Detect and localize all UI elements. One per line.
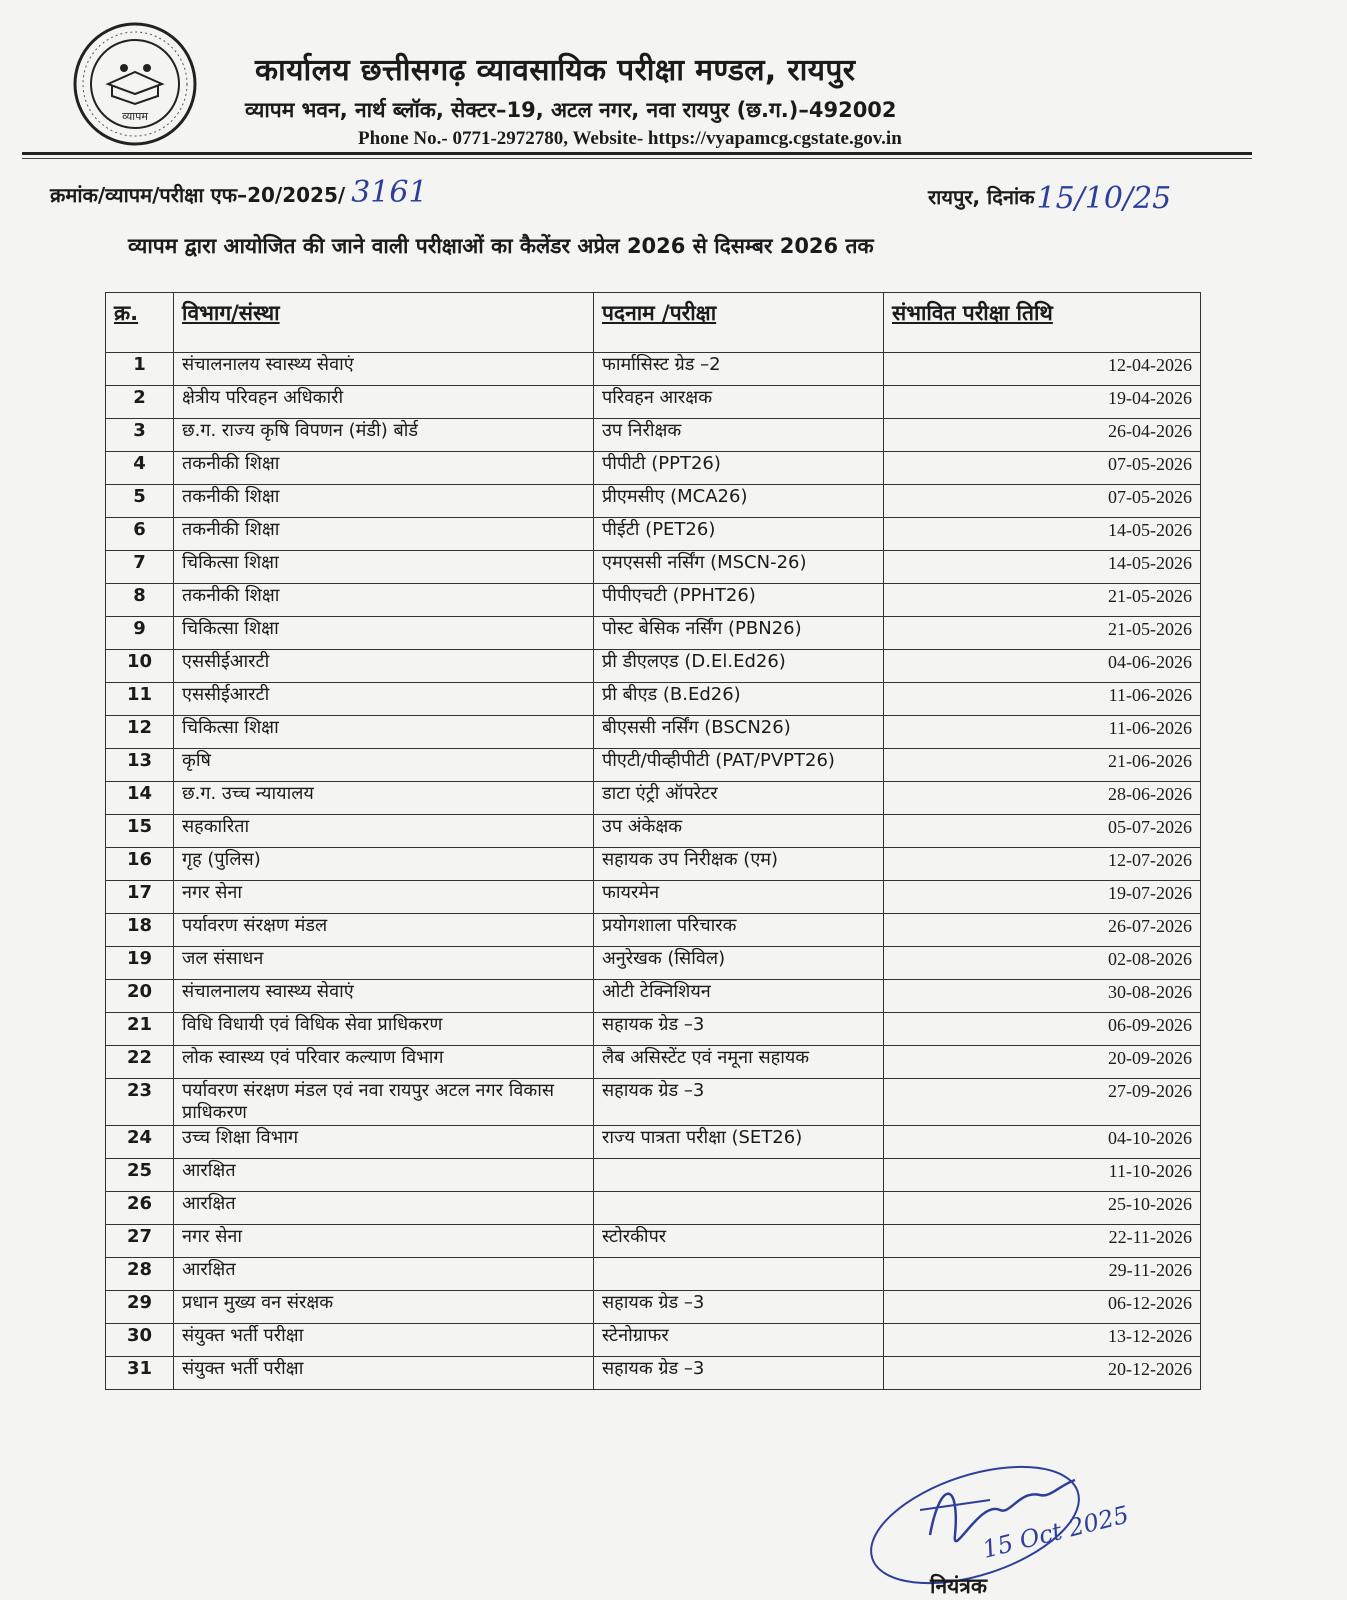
table-row — [106, 1291, 1201, 1324]
row-post: स्टोरकीपर — [594, 1225, 884, 1258]
table-row — [106, 485, 1201, 518]
row-serial: 27 — [106, 1225, 174, 1258]
row-exam-date: 14-05-2026 — [884, 551, 1201, 584]
row-serial: 23 — [106, 1079, 174, 1126]
header-divider-thin — [22, 158, 1252, 159]
row-serial: 16 — [106, 848, 174, 881]
row-department: तकनीकी शिक्षा — [174, 452, 594, 485]
row-department: नगर सेना — [174, 881, 594, 914]
table-row — [106, 1192, 1201, 1225]
office-address: व्यापम भवन, नार्थ ब्लॉक, सेक्टर–19, अटल नगर, नवा रायपुर (छ.ग.)–492002 — [245, 98, 897, 122]
row-department: आरक्षित — [174, 1159, 594, 1192]
table-body — [106, 353, 1201, 1390]
row-post: अनुरेखक (सिविल) — [594, 947, 884, 980]
row-post: बीएससी नर्सिंग (BSCN26) — [594, 716, 884, 749]
row-exam-date: 04-10-2026 — [884, 1126, 1201, 1159]
row-post — [594, 1258, 884, 1291]
row-exam-date: 20-12-2026 — [884, 1357, 1201, 1390]
row-post: परिवहन आरक्षक — [594, 386, 884, 419]
row-post: स्टेनोग्राफर — [594, 1324, 884, 1357]
row-post: पीपीटी (PPT26) — [594, 452, 884, 485]
row-department: विधि विधायी एवं विधिक सेवा प्राधिकरण — [174, 1013, 594, 1046]
row-serial: 21 — [106, 1013, 174, 1046]
row-department: नगर सेना — [174, 1225, 594, 1258]
row-department: तकनीकी शिक्षा — [174, 485, 594, 518]
table-row — [106, 1324, 1201, 1357]
table-row — [106, 716, 1201, 749]
office-title: कार्यालय छत्तीसगढ़ व्यावसायिक परीक्षा मण्डल, रायपुर — [255, 53, 856, 88]
row-serial: 2 — [106, 386, 174, 419]
row-department: चिकित्सा शिक्षा — [174, 617, 594, 650]
row-exam-date: 13-12-2026 — [884, 1324, 1201, 1357]
row-exam-date: 07-05-2026 — [884, 485, 1201, 518]
row-department: सहकारिता — [174, 815, 594, 848]
header-serial: क्र. — [106, 293, 174, 353]
row-post: फायरमेन — [594, 881, 884, 914]
row-serial: 20 — [106, 980, 174, 1013]
row-post: फार्मासिस्ट ग्रेड –2 — [594, 353, 884, 386]
row-serial: 4 — [106, 452, 174, 485]
table-row — [106, 1357, 1201, 1390]
row-department: क्षेत्रीय परिवहन अधिकारी — [174, 386, 594, 419]
row-post: लैब असिस्टेंट एवं नमूना सहायक — [594, 1046, 884, 1079]
row-department: छ.ग. राज्य कृषि विपणन (मंडी) बोर्ड — [174, 419, 594, 452]
row-department: जल संसाधन — [174, 947, 594, 980]
row-exam-date: 14-05-2026 — [884, 518, 1201, 551]
row-exam-date: 04-06-2026 — [884, 650, 1201, 683]
row-exam-date: 12-04-2026 — [884, 353, 1201, 386]
row-serial: 5 — [106, 485, 174, 518]
row-serial: 6 — [106, 518, 174, 551]
row-serial: 14 — [106, 782, 174, 815]
table-row — [106, 1159, 1201, 1192]
row-exam-date: 21-05-2026 — [884, 584, 1201, 617]
table-row — [106, 980, 1201, 1013]
row-department: आरक्षित — [174, 1258, 594, 1291]
reference-number — [50, 175, 428, 210]
row-exam-date: 27-09-2026 — [884, 1079, 1201, 1126]
row-serial: 19 — [106, 947, 174, 980]
table-row — [106, 848, 1201, 881]
row-exam-date: 19-04-2026 — [884, 386, 1201, 419]
row-serial: 25 — [106, 1159, 174, 1192]
row-serial: 11 — [106, 683, 174, 716]
table-row — [106, 749, 1201, 782]
row-serial: 29 — [106, 1291, 174, 1324]
row-department: प्रधान मुख्य वन संरक्षक — [174, 1291, 594, 1324]
place-date — [928, 177, 1172, 216]
row-exam-date: 30-08-2026 — [884, 980, 1201, 1013]
row-post: ओटी टेक्निशियन — [594, 980, 884, 1013]
row-exam-date: 06-09-2026 — [884, 1013, 1201, 1046]
row-department: उच्च शिक्षा विभाग — [174, 1126, 594, 1159]
row-post: सहायक ग्रेड –3 — [594, 1291, 884, 1324]
reference-prefix: क्रमांक/व्यापम/परीक्षा एफ–20/2025/ — [50, 183, 346, 207]
row-department: संचालनालय स्वास्थ्य सेवाएं — [174, 980, 594, 1013]
header-date: संभावित परीक्षा तिथि — [884, 293, 1201, 353]
row-serial: 15 — [106, 815, 174, 848]
row-exam-date: 26-04-2026 — [884, 419, 1201, 452]
row-serial: 26 — [106, 1192, 174, 1225]
row-exam-date: 29-11-2026 — [884, 1258, 1201, 1291]
table-row — [106, 782, 1201, 815]
row-post: सहायक ग्रेड –3 — [594, 1079, 884, 1126]
table-row — [106, 551, 1201, 584]
table-row — [106, 683, 1201, 716]
row-department: चिकित्सा शिक्षा — [174, 716, 594, 749]
row-department: गृह (पुलिस) — [174, 848, 594, 881]
row-post: उप अंकेक्षक — [594, 815, 884, 848]
table-row — [106, 947, 1201, 980]
row-exam-date: 07-05-2026 — [884, 452, 1201, 485]
row-serial: 7 — [106, 551, 174, 584]
row-exam-date: 25-10-2026 — [884, 1192, 1201, 1225]
row-exam-date: 05-07-2026 — [884, 815, 1201, 848]
row-exam-date: 21-06-2026 — [884, 749, 1201, 782]
svg-text:15 Oct 2025: 15 Oct 2025 — [979, 1500, 1132, 1564]
row-serial: 31 — [106, 1357, 174, 1390]
reference-handwritten-number: 3161 — [351, 175, 428, 210]
row-department: तकनीकी शिक्षा — [174, 518, 594, 551]
row-serial: 9 — [106, 617, 174, 650]
row-serial: 12 — [106, 716, 174, 749]
row-exam-date: 12-07-2026 — [884, 848, 1201, 881]
exam-calendar-table — [105, 292, 1201, 1390]
row-post: सहायक ग्रेड –3 — [594, 1357, 884, 1390]
header-post: पदनाम /परीक्षा — [594, 293, 884, 353]
row-post: पोस्ट बेसिक नर्सिंग (PBN26) — [594, 617, 884, 650]
row-serial: 24 — [106, 1126, 174, 1159]
table-row — [106, 353, 1201, 386]
row-exam-date: 02-08-2026 — [884, 947, 1201, 980]
row-serial: 3 — [106, 419, 174, 452]
table-row — [106, 1258, 1201, 1291]
row-department: लोक स्वास्थ्य एवं परिवार कल्याण विभाग — [174, 1046, 594, 1079]
row-post: एमएससी नर्सिंग (MSCN-26) — [594, 551, 884, 584]
table-row — [106, 1046, 1201, 1079]
table-row — [106, 452, 1201, 485]
table-row — [106, 914, 1201, 947]
row-department: आरक्षित — [174, 1192, 594, 1225]
table-row — [106, 881, 1201, 914]
row-post: प्री डीएलएड (D.El.Ed26) — [594, 650, 884, 683]
row-post: पीईटी (PET26) — [594, 518, 884, 551]
row-department: पर्यावरण संरक्षण मंडल एवं नवा रायपुर अटल नगर विकास प्राधिकरण — [174, 1079, 594, 1126]
row-post: पीपीएचटी (PPHT26) — [594, 584, 884, 617]
table-row — [106, 419, 1201, 452]
row-department: संयुक्त भर्ती परीक्षा — [174, 1324, 594, 1357]
row-exam-date: 19-07-2026 — [884, 881, 1201, 914]
row-department: छ.ग. उच्च न्यायालय — [174, 782, 594, 815]
row-exam-date: 21-05-2026 — [884, 617, 1201, 650]
signature — [860, 1440, 1160, 1590]
vyapam-logo — [70, 20, 200, 148]
row-serial: 8 — [106, 584, 174, 617]
row-department: एससीईआरटी — [174, 650, 594, 683]
row-exam-date: 26-07-2026 — [884, 914, 1201, 947]
table-row — [106, 1079, 1201, 1126]
row-department: पर्यावरण संरक्षण मंडल — [174, 914, 594, 947]
row-department: संयुक्त भर्ती परीक्षा — [174, 1357, 594, 1390]
row-post — [594, 1159, 884, 1192]
table-row — [106, 584, 1201, 617]
row-post: प्रयोगशाला परिचारक — [594, 914, 884, 947]
row-exam-date: 11-06-2026 — [884, 716, 1201, 749]
row-post: सहायक उप निरीक्षक (एम) — [594, 848, 884, 881]
header-department: विभाग/संस्था — [174, 293, 594, 353]
header-divider — [22, 152, 1252, 155]
row-serial: 30 — [106, 1324, 174, 1357]
row-serial: 13 — [106, 749, 174, 782]
row-post: उप निरीक्षक — [594, 419, 884, 452]
row-exam-date: 22-11-2026 — [884, 1225, 1201, 1258]
row-serial: 28 — [106, 1258, 174, 1291]
row-serial: 10 — [106, 650, 174, 683]
row-post: प्री बीएड (B.Ed26) — [594, 683, 884, 716]
table-row — [106, 1013, 1201, 1046]
table-row — [106, 815, 1201, 848]
row-serial: 22 — [106, 1046, 174, 1079]
row-serial: 1 — [106, 353, 174, 386]
row-department: चिकित्सा शिक्षा — [174, 551, 594, 584]
row-department: संचालनालय स्वास्थ्य सेवाएं — [174, 353, 594, 386]
table-header-row — [106, 293, 1201, 353]
place-prefix: रायपुर, दिनांक — [928, 185, 1035, 209]
row-post: पीएटी/पीव्हीपीटी (PAT/PVPT26) — [594, 749, 884, 782]
table-row — [106, 1126, 1201, 1159]
row-post: प्रीएमसीए (MCA26) — [594, 485, 884, 518]
signatory-designation: नियंत्रक — [930, 1574, 987, 1598]
row-serial: 17 — [106, 881, 174, 914]
row-department: एससीईआरटी — [174, 683, 594, 716]
handwritten-date: 15/10/25 — [1036, 181, 1172, 216]
row-exam-date: 28-06-2026 — [884, 782, 1201, 815]
table-row — [106, 1225, 1201, 1258]
row-department: कृषि — [174, 749, 594, 782]
table-row — [106, 650, 1201, 683]
row-exam-date: 06-12-2026 — [884, 1291, 1201, 1324]
row-post: डाटा एंट्री ऑपरेटर — [594, 782, 884, 815]
table-row — [106, 518, 1201, 551]
row-exam-date: 20-09-2026 — [884, 1046, 1201, 1079]
row-serial: 18 — [106, 914, 174, 947]
row-post: सहायक ग्रेड –3 — [594, 1013, 884, 1046]
row-post — [594, 1192, 884, 1225]
office-contact: Phone No.- 0771-2972780, Website- https://vyapamcg.cgstate.gov.in — [358, 128, 902, 149]
row-post: राज्य पात्रता परीक्षा (SET26) — [594, 1126, 884, 1159]
document-subject: व्यापम द्वारा आयोजित की जाने वाली परीक्षाओं का कैलेंडर अप्रेल 2026 से दिसम्बर 2026 तक — [128, 234, 874, 258]
row-department: तकनीकी शिक्षा — [174, 584, 594, 617]
row-exam-date: 11-10-2026 — [884, 1159, 1201, 1192]
table-row — [106, 386, 1201, 419]
svg-text:व्यापम: व्यापम — [122, 110, 148, 123]
row-exam-date: 11-06-2026 — [884, 683, 1201, 716]
table-row — [106, 617, 1201, 650]
